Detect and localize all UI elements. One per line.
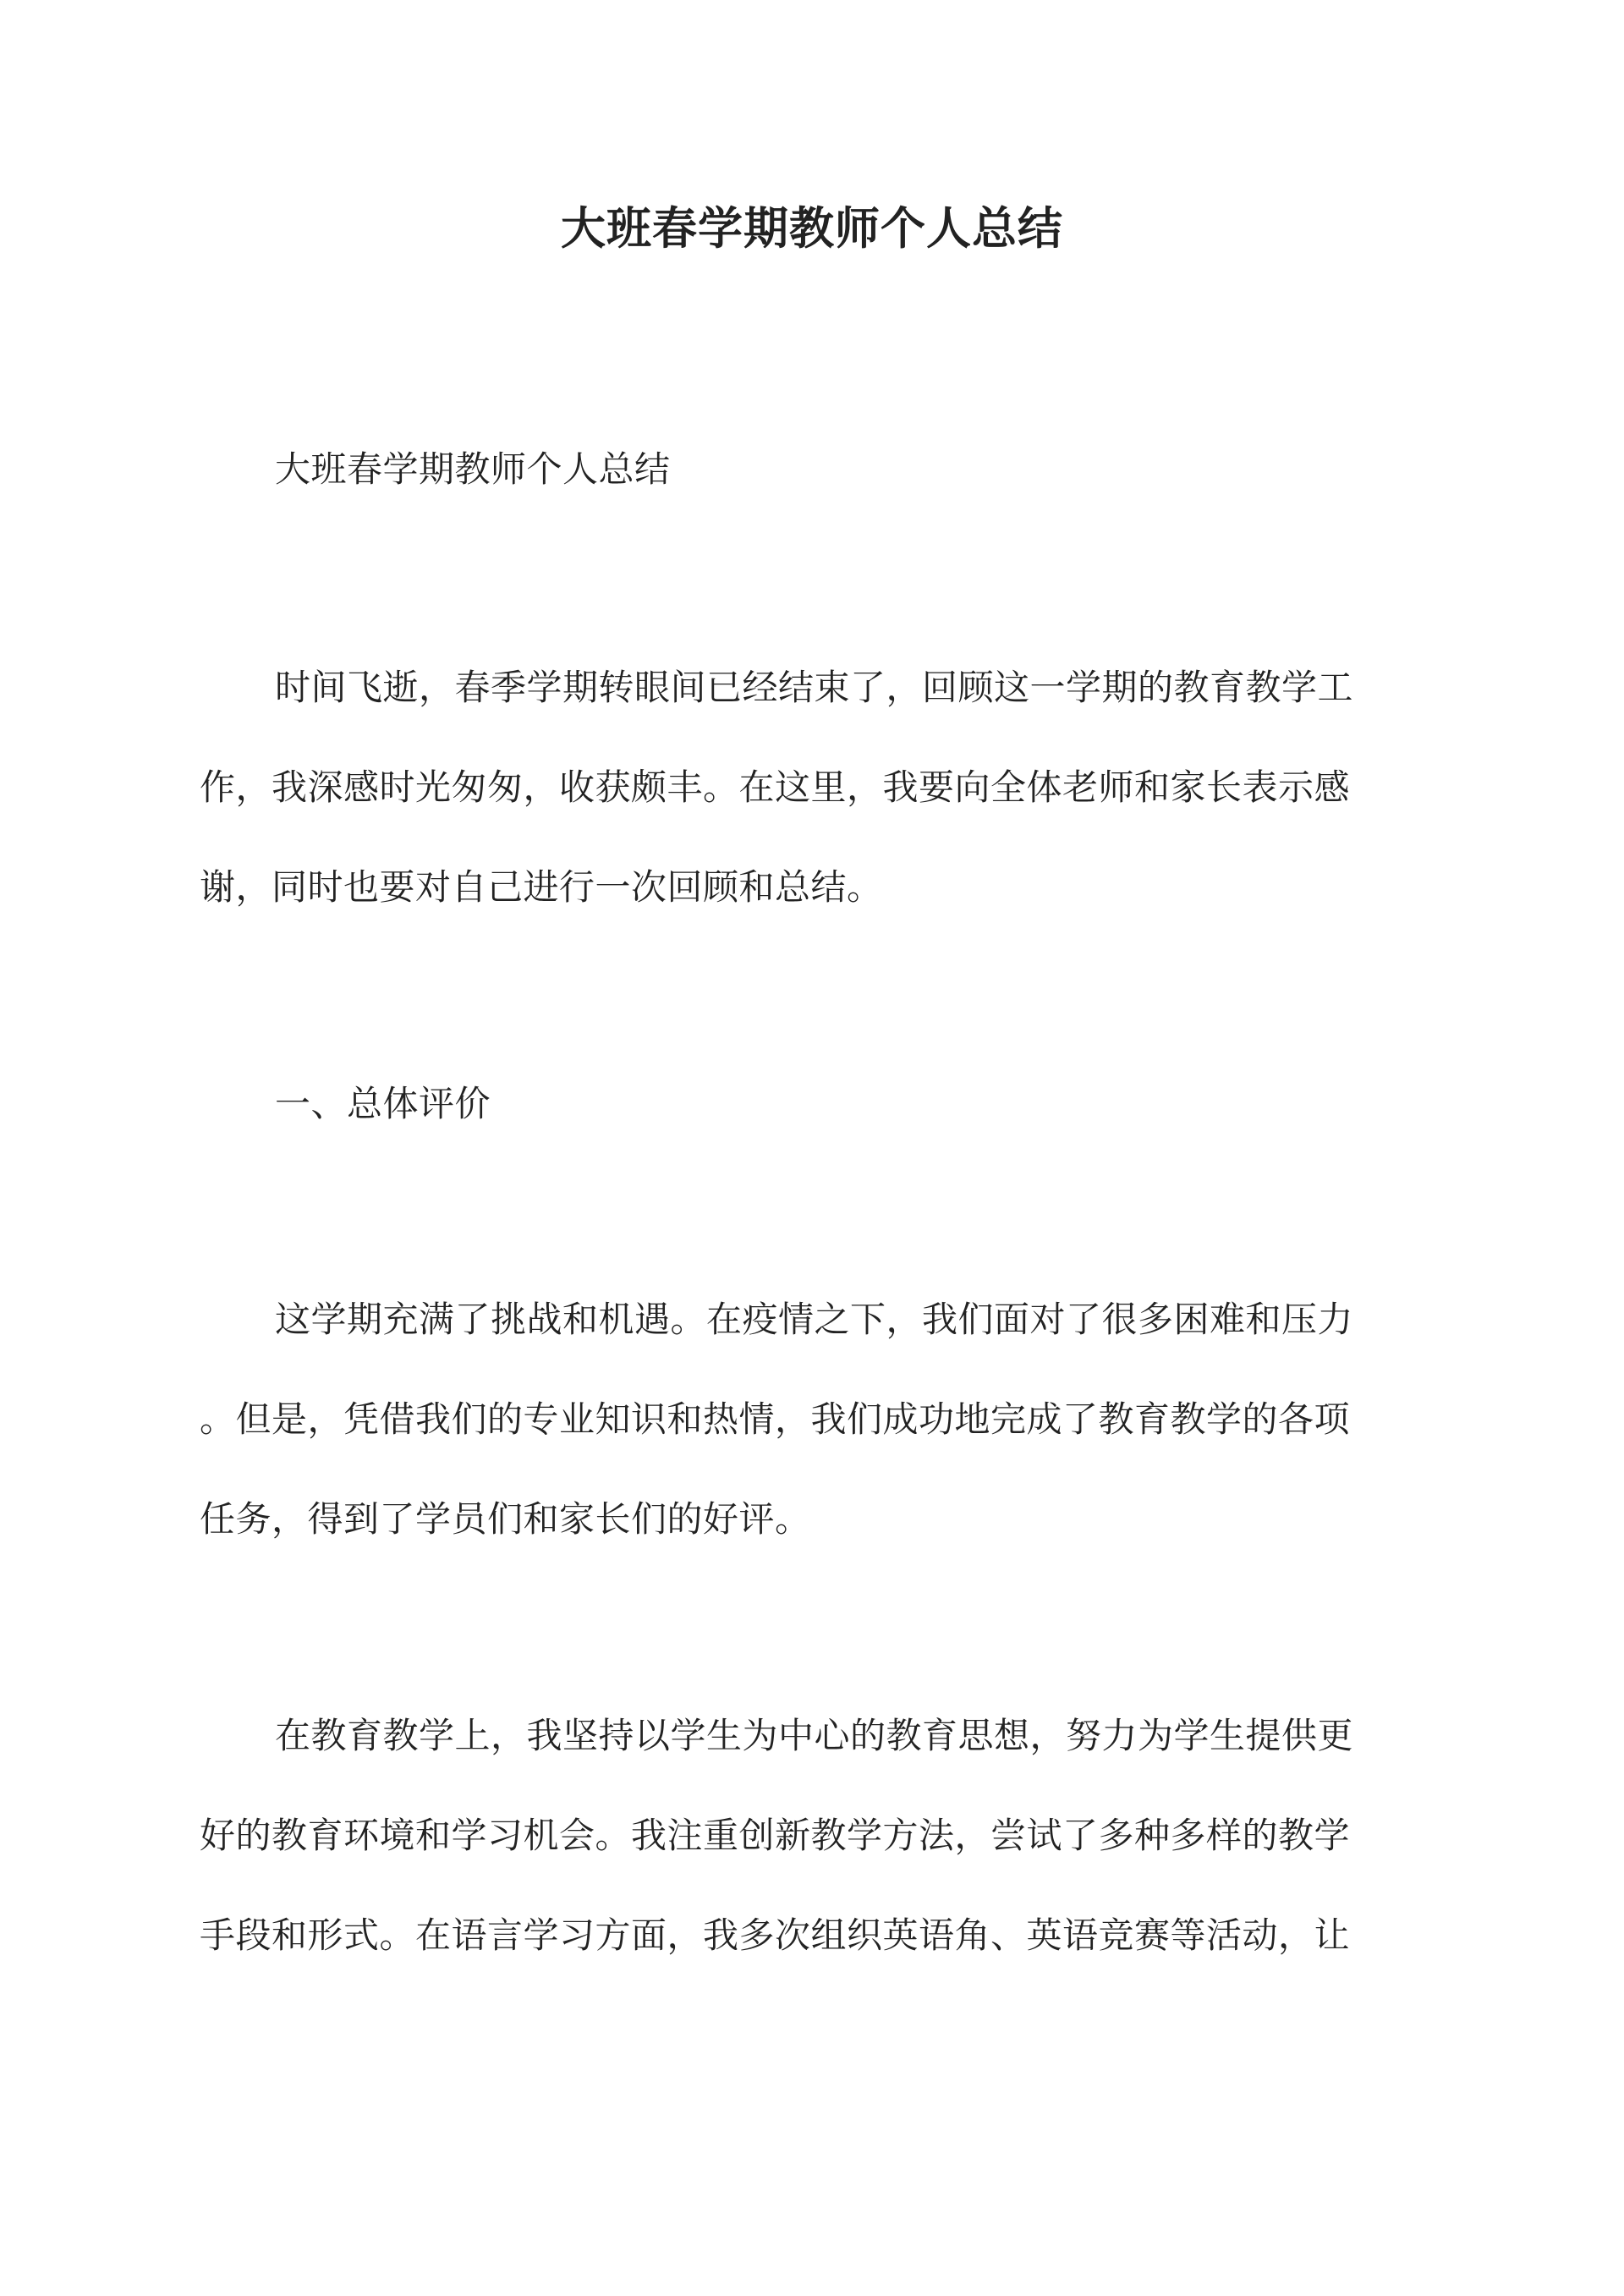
paragraph-1-line-2: 作，我深感时光匆匆，收获颇丰。在这里，我要向全体老师和家长表示感	[200, 766, 1351, 808]
document-subtitle: 大班春学期教师个人总结	[275, 448, 671, 490]
paragraph-3-line-1: 在教育教学上，我坚持以学生为中心的教育思想，努力为学生提供更	[275, 1715, 1354, 1756]
paragraph-3-line-2: 好的教育环境和学习机会。我注重创新教学方法，尝试了多种多样的教学	[200, 1815, 1351, 1856]
paragraph-1-line-1: 时间飞逝，春季学期转眼间已经结束了，回顾这一学期的教育教学工	[275, 667, 1354, 708]
paragraph-1-line-3: 谢，同时也要对自己进行一次回顾和总结。	[200, 866, 883, 908]
section-heading-overall-evaluation: 一、总体评价	[275, 1083, 491, 1124]
paragraph-2-line-3: 任务，得到了学员们和家长们的好评。	[200, 1498, 811, 1540]
paragraph-3-line-3: 手段和形式。在语言学习方面，我多次组织英语角、英语竞赛等活动，让	[200, 1914, 1351, 1956]
paragraph-2-line-1: 这学期充满了挑战和机遇。在疫情之下，我们面对了很多困难和压力	[275, 1299, 1354, 1340]
paragraph-2-line-2: 。但是，凭借我们的专业知识和热情，我们成功地完成了教育教学的各项	[200, 1398, 1351, 1440]
document-title: 大班春学期教师个人总结	[561, 202, 1063, 255]
